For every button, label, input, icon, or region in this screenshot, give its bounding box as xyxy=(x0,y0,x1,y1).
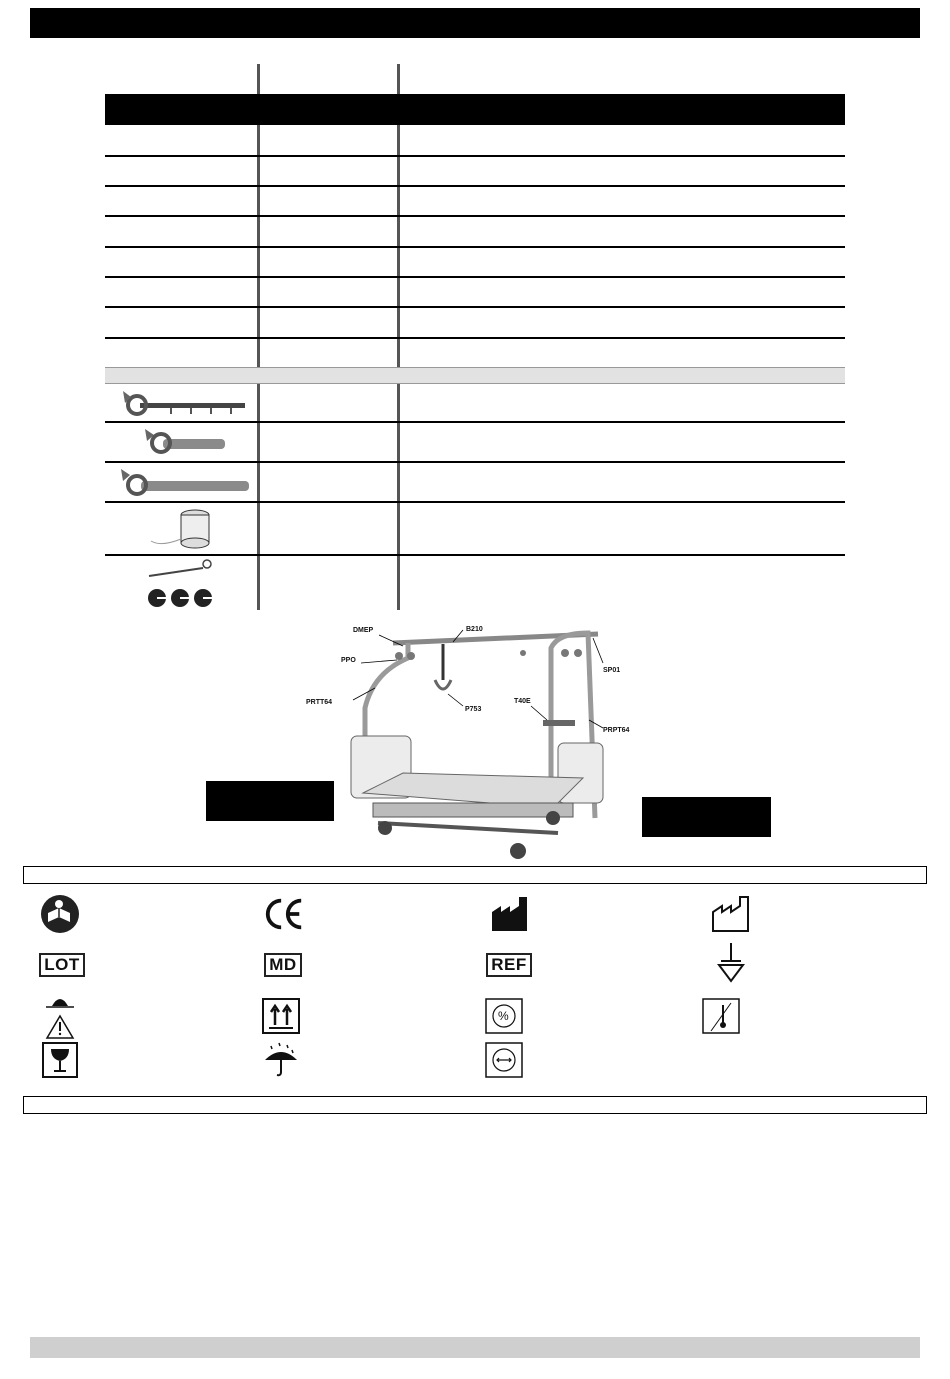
temperature-limit-icon xyxy=(700,995,742,1037)
lot-icon xyxy=(41,944,83,986)
ref-label: REF xyxy=(486,953,532,977)
table-row-line xyxy=(105,215,845,217)
table-row-line xyxy=(105,276,845,278)
table-row-line xyxy=(105,155,845,157)
table-header xyxy=(105,94,845,125)
table-row-line xyxy=(105,337,845,339)
pressure-limit-icon xyxy=(483,1039,525,1081)
load-warning-icon xyxy=(39,992,81,1040)
md-label: MD xyxy=(264,953,301,977)
callout-ppo: PPO xyxy=(341,657,356,664)
callout-prpt64: PRPT64 xyxy=(603,727,630,734)
table-row-line xyxy=(105,306,845,308)
symbols-header-frame xyxy=(23,866,927,884)
keep-dry-icon xyxy=(260,1039,302,1081)
callout-p753: P753 xyxy=(465,706,482,713)
table-row-line xyxy=(105,185,845,187)
accessory-image-cord-reel xyxy=(105,503,253,553)
table-section-divider xyxy=(105,367,845,384)
redacted-box-right xyxy=(642,797,771,837)
accessory-image-weights xyxy=(105,556,253,608)
callout-b210: B210 xyxy=(466,626,483,633)
manufacture-date-icon xyxy=(710,893,752,935)
equipotential-icon xyxy=(710,942,752,984)
accessory-image-long-clamp xyxy=(105,463,253,500)
humidity-percent: % xyxy=(498,1009,509,1023)
header-bar xyxy=(30,8,920,38)
fragile-icon xyxy=(39,1039,81,1081)
ref-icon xyxy=(488,944,530,986)
footer-bar xyxy=(30,1337,920,1358)
this-way-up-icon xyxy=(260,995,302,1037)
callout-prtt64: PRTT64 xyxy=(306,699,333,706)
manual-icon xyxy=(39,893,81,935)
callout-sp01: SP01 xyxy=(603,667,621,674)
bed-illustration xyxy=(303,618,643,866)
accessory-image-hook-bar xyxy=(105,385,253,421)
accessory-image-short-clamp xyxy=(105,423,253,460)
callout-dmep: DMEP xyxy=(353,627,374,634)
humidity-limit-icon xyxy=(483,995,525,1037)
ce-mark-icon xyxy=(263,893,305,935)
md-icon xyxy=(262,944,304,986)
callout-t40e: T40E xyxy=(514,698,531,705)
table-row-line xyxy=(105,246,845,248)
manufacturer-icon xyxy=(489,893,531,935)
symbols-footer-frame xyxy=(23,1096,927,1114)
lot-label: LOT xyxy=(39,953,85,977)
